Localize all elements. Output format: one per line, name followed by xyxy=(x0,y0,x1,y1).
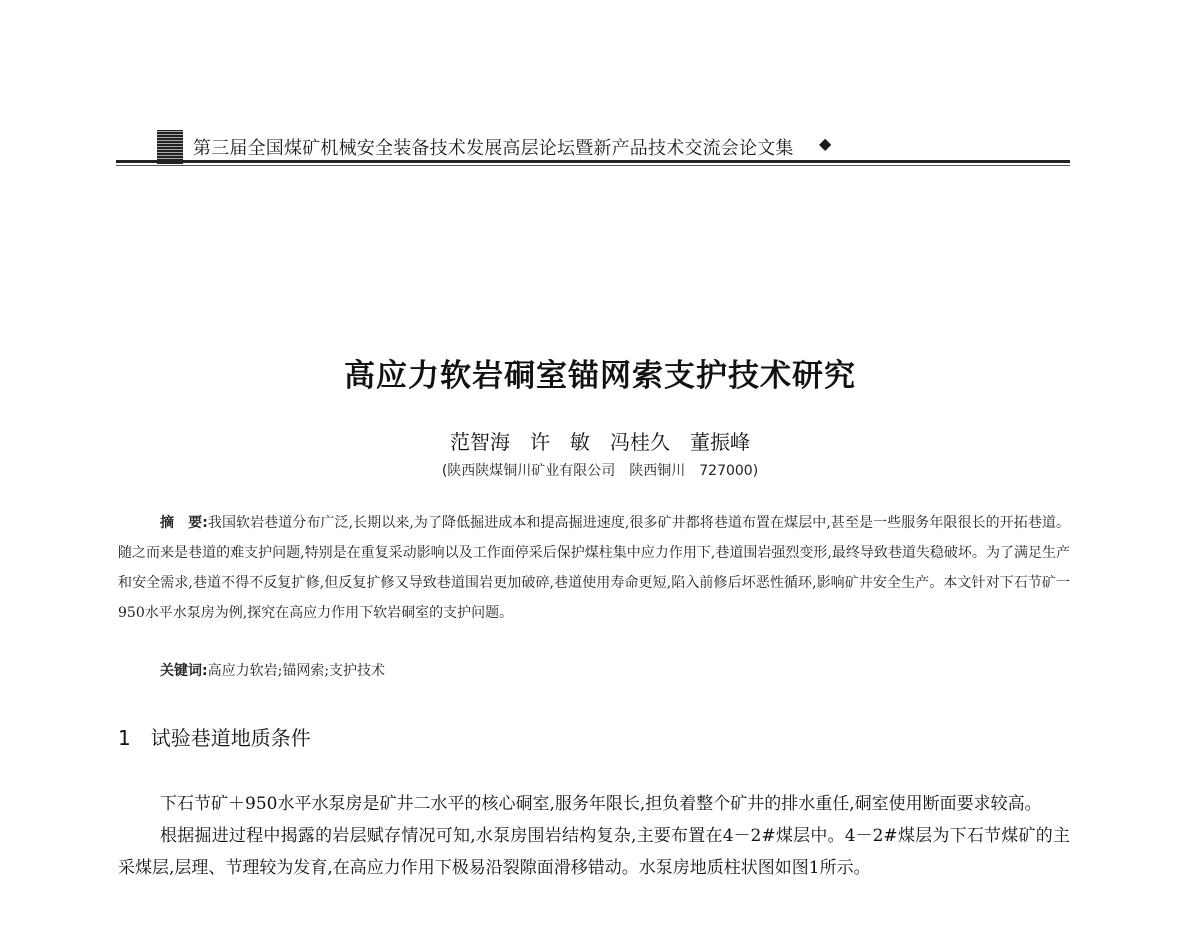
header-rule xyxy=(116,160,1070,163)
body-text xyxy=(118,788,1070,884)
authors: 范智海 许 敏 冯桂久 董振峰 xyxy=(450,430,750,454)
abstract xyxy=(118,508,1070,628)
keywords-text: 高应力软岩;锚网索;支护技术 xyxy=(207,663,386,679)
paper-title: 高应力软岩硐室锚网索支护技术研究 xyxy=(344,358,856,394)
body-paragraph-2: 根据掘进过程中揭露的岩层赋存情况可知,水泵房围岩结构复杂,主要布置在4－2#煤层中。4－2#煤层为下石节煤矿的主采煤层,层理、节理较为发育,在高应力作用下极易沿裂隙面滑移错动。水泵房地质柱状图如图1所示。 xyxy=(118,826,1070,878)
keywords xyxy=(160,660,385,680)
affiliation: (陕西陕煤铜川矿业有限公司 陕西铜川 727000) xyxy=(441,463,759,479)
body-paragraph-1: 下石节矿＋950水平水泵房是矿井二水平的核心硐室,服务年限长,担负着整个矿井的排水重任,硐室使用断面要求较高。 xyxy=(160,794,1042,814)
header-rule-thin xyxy=(116,165,1070,166)
abstract-text: 我国软岩巷道分布广泛,长期以来,为了降低掘进成本和提高掘进速度,很多矿井都将巷道布置在煤层中,甚至是一些服务年限很长的开拓巷道。随之而来是巷道的难支护问题,特别是在重复采动影响以及工作面停采后保护煤柱集中应力作用下,巷道围岩强烈变形,最终导致巷道失稳破坏。为了满足生产和安全需求,巷道不得不反复扩修,但反复扩修又导致巷道围岩更加破碎,巷道使用寿命更短,陷入前修后坏恶性循环,影响矿井安全生产。本文针对下石节矿一950水平水泵房为例,探究在高应力作用下软岩硐室的支护问题。 xyxy=(118,515,1070,621)
keywords-label: 关键词: xyxy=(160,663,208,679)
abstract-label: 摘 要: xyxy=(160,515,208,531)
header-decoration-block xyxy=(157,130,183,164)
running-header: 第三届全国煤矿机械安全装备技术发展高层论坛暨新产品技术交流会论文集 xyxy=(193,138,794,159)
section-number: 1 xyxy=(118,726,131,750)
section-heading xyxy=(118,722,311,751)
header-diamond-icon: ◆ xyxy=(819,134,832,153)
section-title: 试验巷道地质条件 xyxy=(150,726,311,750)
